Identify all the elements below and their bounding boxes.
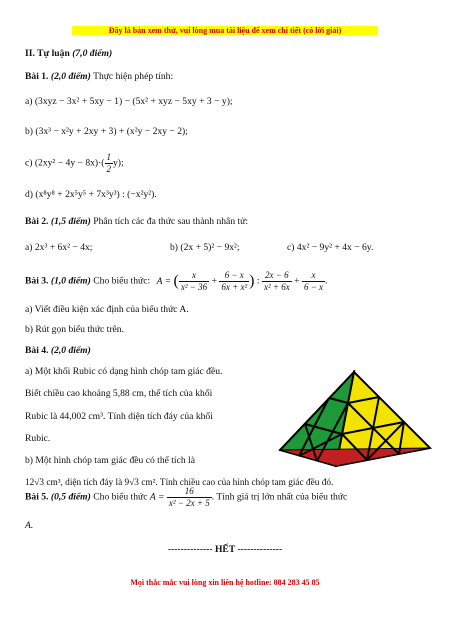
bai2-a: a) 2x³ + 6x² − 4x; bbox=[25, 242, 93, 253]
fraction-denominator: x² − 36 bbox=[180, 282, 208, 292]
bai5-points: (0,5 điểm) bbox=[50, 491, 91, 503]
end-marker: -------------- HẾT -------------- bbox=[167, 544, 283, 555]
bai2-text: Phân tích các đa thức sau thành nhân tử: bbox=[93, 216, 249, 227]
fraction-denominator: 2 bbox=[106, 164, 111, 174]
bai3-text: Cho biểu thức: bbox=[93, 275, 151, 287]
bai5-fraction bbox=[167, 486, 212, 509]
fraction-denominator: x² + 6x bbox=[263, 282, 290, 292]
bai2-heading bbox=[25, 216, 248, 227]
bai5-heading bbox=[25, 486, 347, 509]
bai1-text: Thực hiện phép tính: bbox=[93, 71, 174, 82]
close-paren: ) bbox=[249, 272, 255, 290]
section-title: II. Tự luận bbox=[25, 48, 70, 59]
bai5-A-eq: A = bbox=[149, 491, 165, 503]
fraction-numerator: 6 − x bbox=[219, 270, 249, 282]
bai4-a3: Rubic là 44,002 cm³. Tính diện tích đáy của khối bbox=[25, 411, 213, 422]
bai3-label: Bài 3. bbox=[25, 275, 49, 287]
bai2-points: (1,5 điểm) bbox=[50, 216, 91, 227]
bai3-frac2 bbox=[219, 270, 249, 293]
bai4-b2: 12√3 cm³, diện tích đáy là 9√3 cm². Tính chiều cao của hình chóp tam giác đều đó. bbox=[25, 478, 334, 488]
bai1-c-start: c) (2xy² − 4y − 8x)·( bbox=[25, 157, 105, 169]
fraction-numerator: 1 bbox=[106, 152, 111, 162]
bai1-c-fraction bbox=[105, 152, 114, 175]
fraction-denominator: x² − 2x + 5 bbox=[168, 498, 210, 508]
open-paren: ( bbox=[173, 272, 179, 290]
bai1-heading bbox=[25, 71, 173, 82]
bai4-b1: b) Một hình chóp tam giác đều có thể tích là bbox=[25, 455, 195, 466]
plus-sign: + bbox=[211, 275, 217, 287]
fraction-denominator: 6 − x bbox=[303, 282, 324, 292]
bai1-c bbox=[25, 152, 124, 175]
bai4-a4: Rubic. bbox=[25, 433, 51, 444]
bai5-text: Cho biểu thức bbox=[93, 491, 148, 503]
fraction-numerator: x bbox=[179, 270, 209, 282]
bai4-heading bbox=[25, 345, 91, 356]
bai3-A-eq: A = bbox=[156, 275, 172, 287]
section-points: (7,0 điểm) bbox=[72, 48, 113, 59]
fraction-numerator: x bbox=[302, 270, 325, 282]
bai3-frac1 bbox=[179, 270, 209, 293]
bai1-b: b) (3x³ − x²y + 2xy + 3) + (x²y − 2xy − 2); bbox=[25, 126, 188, 137]
preview-banner: Đây là bản xem thử, vui lòng mua tài liệu để xem chi tiết (có lời giải) bbox=[72, 26, 378, 35]
bai1-points: (2,0 điểm) bbox=[50, 71, 91, 82]
bai3-frac4 bbox=[302, 270, 325, 293]
bai3-heading: Bài 3. (1,0 điểm) Cho biểu thức: A = ( $\frac{x}{\text{x² − 36}}$ + $\frac{6 - x}{\text{6x + x²}}$ ) : $\frac{2x - 6}{\text{x² + 6x}}$ + $\frac{x}{6 - x}$ . bbox=[25, 270, 328, 292]
bai4-a2: Biết chiều cao khoảng 5,88 cm, thể tích của khối bbox=[25, 388, 213, 399]
divide-sign: : bbox=[256, 275, 260, 287]
bai5-tail: . Tính giá trị lớn nhất của biểu thức bbox=[211, 491, 348, 503]
bai1-d: d) (x⁸y⁸ + 2x⁵y⁵ + 7x³y³) : (−x²y²). bbox=[25, 189, 157, 200]
rubik-pyramid-image bbox=[274, 370, 434, 470]
fraction-numerator: 2x − 6 bbox=[262, 270, 292, 282]
hotline-banner: Mọi thắc mắc vui lòng xin liên hệ hotline: 084 283 45 85 bbox=[130, 578, 320, 587]
bai4-points: (2,0 điểm) bbox=[50, 345, 91, 356]
bai5-label: Bài 5. bbox=[25, 491, 49, 503]
bai5-end: A. bbox=[25, 520, 34, 531]
bai1-label: Bài 1. bbox=[25, 71, 49, 82]
bai1-a: a) (3xyz − 3x² + 5xy − 1) − (5x² + xyz − 5xy + 3 − y); bbox=[25, 96, 233, 107]
bai4-label: Bài 4. bbox=[25, 345, 49, 356]
bai3-b: b) Rút gọn biểu thức trên. bbox=[25, 324, 124, 335]
plus-sign: + bbox=[294, 275, 300, 287]
section-heading bbox=[25, 48, 112, 59]
bai2-b: b) (2x + 5)² − 9x²; bbox=[170, 242, 240, 253]
bai3-a: a) Viết điều kiện xác định của biểu thức A. bbox=[25, 304, 189, 315]
bai4-a1: a) Một khối Rubic có dạng hình chóp tam giác đều. bbox=[25, 366, 223, 377]
bai3-points: (1,0 điểm) bbox=[50, 275, 91, 287]
bai3-frac3 bbox=[262, 270, 292, 293]
fraction-denominator: 6x + x² bbox=[221, 282, 248, 292]
bai1-c-end: y); bbox=[113, 157, 124, 169]
bai2-label: Bài 2. bbox=[25, 216, 49, 227]
bai2-c: c) 4x² − 9y² + 4x − 6y. bbox=[287, 242, 374, 253]
fraction-numerator: 16 bbox=[167, 486, 212, 498]
